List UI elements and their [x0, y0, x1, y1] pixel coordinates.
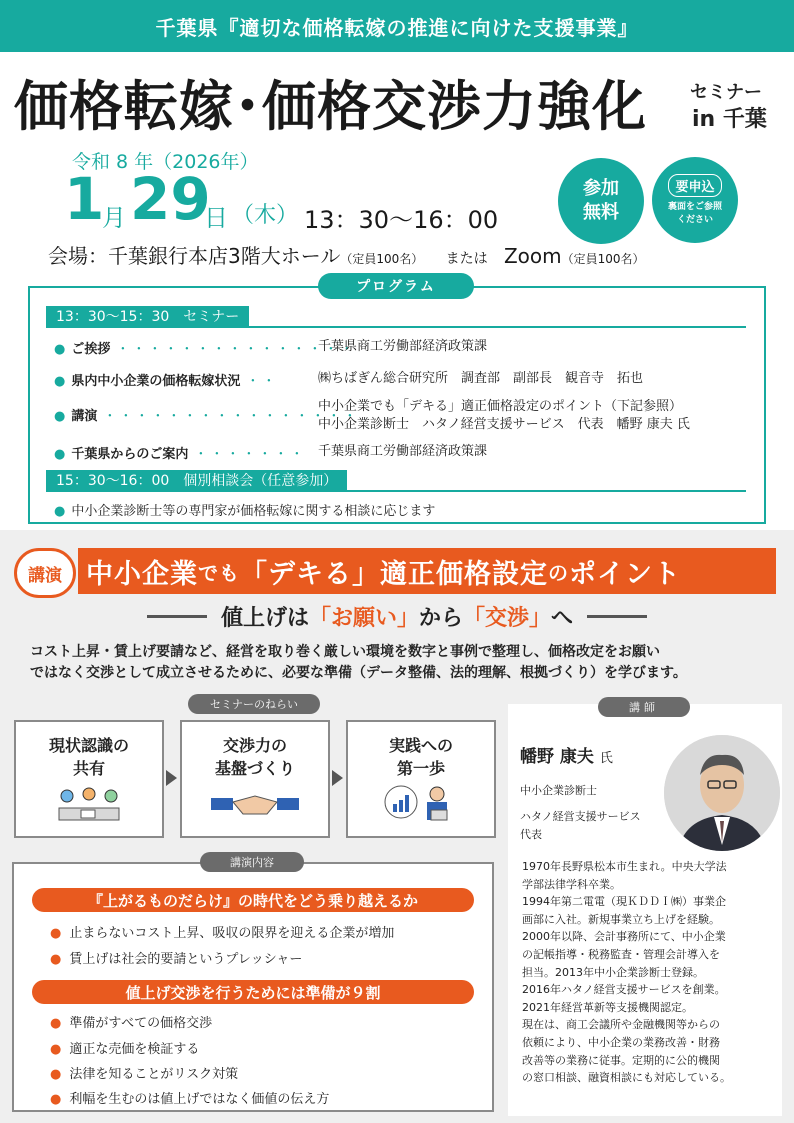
bullet-icon: ●	[54, 447, 66, 462]
speaker-bio	[522, 858, 778, 1087]
event-era: 令和 8 年（2026年）	[72, 151, 259, 173]
content-heading: 講演内容	[200, 852, 304, 872]
lecture-title-c: 「デキる」適正価格設定	[240, 558, 548, 590]
free-badge-line1: 参加	[583, 177, 619, 199]
event-weekday: （木）	[232, 203, 299, 228]
bio-line: の窓口相談、融資相談にも対応している。	[522, 1071, 731, 1085]
bullet-icon: ●	[54, 504, 66, 519]
bio-line: 画部に入社。新規事業立ち上げを経験。	[522, 912, 720, 926]
list-item	[50, 922, 394, 941]
event-day: 29	[130, 165, 211, 233]
divider	[587, 615, 647, 618]
aim-line2: 第一歩	[396, 759, 445, 779]
subhead-d: 「交渉」	[463, 605, 552, 631]
lecture-title-e: ポイント	[569, 558, 681, 590]
bullet-icon: ●	[54, 409, 66, 424]
content-topic-1: 『上がるものだらけ』の時代をどう乗り越えるか	[32, 888, 474, 912]
aim-line2: 基盤づくり	[214, 759, 295, 779]
list-item-text: 法律を知ることがリスク対策	[69, 1067, 239, 1082]
free-badge	[558, 158, 644, 244]
venue-capacity: （定員100名）	[340, 252, 424, 266]
event-month-unit: 月	[102, 204, 126, 232]
main-title: 価格転嫁･価格交渉力強化	[14, 75, 647, 138]
venue-or: または	[445, 251, 488, 267]
subhead-b: 「お願い」	[308, 605, 419, 631]
section-seminar-label: 13：30〜15：30 セミナー	[46, 306, 249, 326]
intro-line2: ではなく交渉として成立させるために、必要な準備（データ整備、法的理解、根拠づくり）を学びます。	[30, 665, 687, 681]
consult-text: 中小企業診断士等の専門家が価格転嫁に関する相談に応じます	[71, 504, 436, 519]
aims-heading: セミナーのねらい	[188, 694, 320, 714]
leader-dots: ・・・・・・・・・・・・・・・	[116, 342, 357, 357]
row-label: 千葉県からのご案内	[71, 447, 189, 462]
intro-line1: コスト上昇・賃上げ要請など、経営を取り巻く厳しい環境を数字と事例で整理し、価格改定をお願い	[30, 644, 660, 660]
bio-line: 依頼により、中小企業の業務改善・財務	[522, 1035, 720, 1049]
program-row	[54, 370, 278, 389]
lecture-detail-title: 中小企業でも「デキる」適正価格設定のポイント（下記参照）	[318, 399, 683, 414]
lecture-subheading	[0, 598, 794, 634]
speaker-name	[520, 742, 613, 767]
row-detail: 千葉県商工労働部経済政策課	[318, 444, 488, 459]
speaker-name-text: 幡野 康夫	[520, 747, 594, 767]
bullet-icon: ●	[54, 342, 66, 357]
aim-line1: 実践への	[388, 736, 453, 755]
lecture-title-d: の	[548, 560, 569, 585]
program-row	[54, 405, 359, 424]
row-detail: 千葉県商工労働部経済政策課	[318, 339, 488, 354]
bullet-icon: ●	[50, 1042, 62, 1057]
top-banner: 千葉県『適切な価格転嫁の推進に向けた支援事業』	[0, 0, 794, 52]
lecture-title	[78, 548, 776, 594]
leader-dots: ・・・・・・・	[194, 447, 307, 462]
program-section-seminar	[46, 306, 746, 328]
apply-badge	[652, 157, 738, 243]
divider	[147, 615, 207, 618]
aim-line1: 現状認識の	[48, 736, 129, 755]
row-detail: ㈱ちばぎん総合研究所 調査部 副部長 観音寺 拓也	[318, 371, 644, 386]
speaker-portrait	[664, 735, 780, 851]
lecture-detail-speaker: 中小企業診断士 ハタノ経営支援サービス 代表 幡野 康夫 氏	[318, 417, 690, 433]
title-sub-seminar: セミナー	[690, 82, 762, 103]
list-item	[50, 1012, 212, 1031]
bio-line: 1970年長野県松本市生まれ。中央大学法	[522, 860, 727, 873]
program-section-consult	[46, 470, 746, 492]
speaker-company: ハタノ経営支援サービス	[520, 810, 641, 823]
bullet-icon: ●	[50, 1016, 62, 1031]
list-item	[50, 1063, 238, 1082]
bullet-icon: ●	[50, 952, 62, 967]
leader-dots: ・・・・・・・・・・・・・・・・	[103, 409, 360, 424]
aim-line2: 共有	[72, 759, 105, 779]
speaker-name-suffix: 氏	[599, 751, 613, 766]
row-label: 講演	[71, 409, 98, 424]
team-meeting-icon	[39, 780, 139, 828]
bio-line: 2016年ハタノ経営支援サービスを創業。	[522, 983, 726, 997]
bio-line: 2021年経営革新等支援機関認定。	[522, 1000, 693, 1014]
row-label: 県内中小企業の価格転嫁状況	[71, 374, 241, 389]
program-row	[54, 443, 306, 462]
venue-label: 会場：千葉銀行本店3階大ホール	[48, 244, 341, 268]
event-day-unit: 日	[204, 204, 228, 232]
consult-row	[54, 500, 435, 519]
bullet-icon: ●	[50, 1092, 62, 1107]
program-row	[54, 338, 356, 357]
row-detail	[318, 398, 690, 434]
title-sub-location: in 千葉	[692, 107, 767, 132]
venue-line	[48, 240, 645, 269]
arrow-right-icon	[332, 770, 343, 786]
program-heading: プログラム	[318, 273, 474, 299]
bio-line: 改善等の業務に従事。定期的に公的機関	[522, 1053, 720, 1067]
bio-line: 担当。2013年中小企業診断士登録。	[522, 965, 704, 979]
handshake-icon	[205, 780, 305, 828]
list-item	[50, 1088, 329, 1107]
list-item-text: 止まらないコスト上昇、吸収の限界を迎える企業が増加	[69, 926, 395, 941]
apply-badge-label: 要申込	[668, 174, 721, 197]
venue-zoom: Zoom	[503, 244, 562, 268]
list-item-text: 適正な売価を検証する	[69, 1042, 200, 1057]
lecture-intro	[30, 642, 770, 684]
content-topic-2: 値上げ交渉を行うためには準備が９割	[32, 980, 474, 1004]
list-item-text: 利幅を生むのは値上げではなく価値の伝え方	[69, 1092, 330, 1107]
bullet-icon: ●	[50, 926, 62, 941]
free-badge-line2: 無料	[583, 202, 619, 223]
section-consult-label: 15：30〜16：00 個別相談会（任意参加）	[46, 470, 347, 490]
bullet-icon: ●	[50, 1067, 62, 1082]
apply-badge-note2: ください	[676, 214, 713, 225]
event-month: 1	[64, 165, 105, 233]
subhead-c: から	[418, 605, 463, 631]
leader-dots: ・・	[246, 374, 279, 389]
list-item	[50, 1038, 199, 1057]
speaker-heading: 講師	[598, 697, 690, 717]
lecture-title-a: 中小企業	[86, 558, 198, 590]
subhead-e: へ	[551, 605, 574, 631]
bio-line: 現在は、商工会議所や金融機関等からの	[522, 1018, 720, 1032]
aim-card	[14, 720, 164, 838]
bio-line: 学部法律学科卒業。	[522, 877, 621, 891]
apply-badge-note1: 裏面をご参照	[667, 201, 722, 212]
arrow-right-icon	[166, 770, 177, 786]
speaker-title: 代表	[520, 828, 542, 841]
zoom-capacity: （定員100名）	[561, 252, 645, 266]
event-time: 13：30〜16：00	[304, 206, 499, 234]
aim-card	[346, 720, 496, 838]
bio-line: 1994年第二電電（現ＫＤＤＩ㈱）事業企	[522, 895, 726, 909]
list-item-text: 準備がすべての価格交渉	[69, 1016, 213, 1031]
bio-line: 2000年以降、会計事務所にて、中小企業	[522, 930, 726, 944]
bio-line: の記帳指導・税務監査・管理会計導入を	[522, 947, 720, 961]
list-item-text: 賃上げは社会的要請というプレッシャー	[69, 952, 303, 967]
lecture-badge: 講演	[14, 548, 76, 598]
aim-card	[180, 720, 330, 838]
row-label: ご挨拶	[71, 342, 111, 357]
bullet-icon: ●	[54, 374, 66, 389]
speaker-role: 中小企業診断士	[520, 784, 597, 797]
lecture-title-b: でも	[198, 560, 240, 585]
growth-chart-icon	[371, 780, 471, 828]
aim-line1: 交渉力の	[222, 736, 287, 755]
list-item	[50, 948, 302, 967]
subhead-a: 値上げは	[220, 605, 309, 631]
